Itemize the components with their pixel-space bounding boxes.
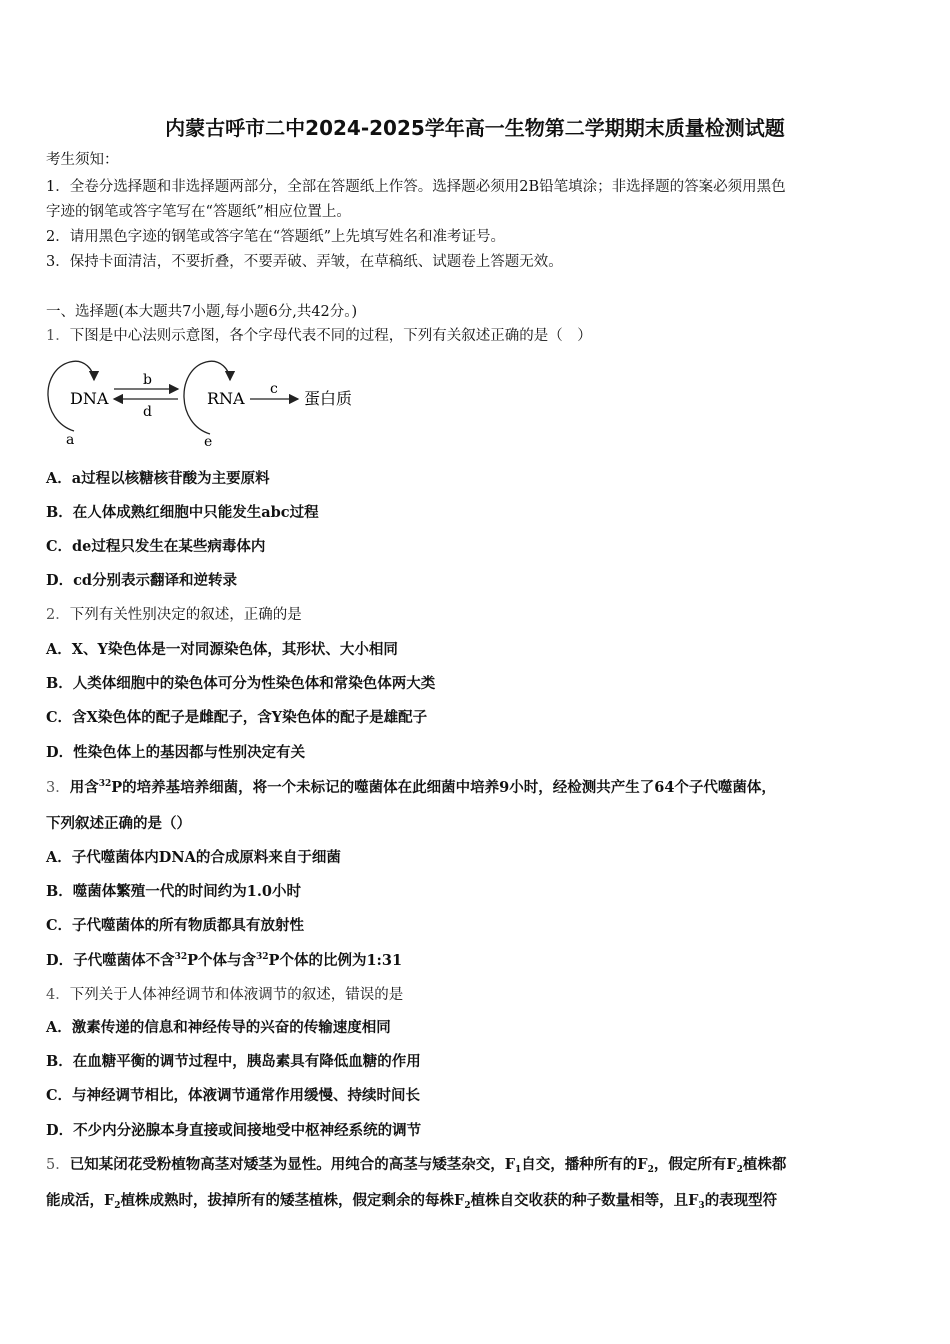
option-text: P个体与含	[187, 952, 257, 969]
q1-option-a: A．a过程以核糖核苷酸为主要原料	[46, 470, 270, 487]
central-dogma-diagram	[44, 358, 374, 450]
isotope-superscript: 32	[98, 779, 112, 789]
notice-heading: 考生须知：	[46, 152, 119, 168]
question-text: 的表现型符	[704, 1192, 778, 1209]
q3-option-a: A．子代噬菌体内DNA的合成原料来自于细菌	[46, 849, 341, 866]
option-text: P个体的比例为1:31	[268, 952, 403, 969]
subscript: 2	[736, 1165, 743, 1175]
section-heading: 一、选择题(本大题共7小题,每小题6分,共42分。)	[46, 304, 358, 320]
subscript: 1	[515, 1165, 522, 1175]
question-3-stem	[46, 778, 906, 798]
notice-item-1: 1．全卷分选择题和非选择题两部分，全部在答题纸上作答。选择题必须用2B铅笔填涂；非选择题的答案必须用黑色	[46, 179, 786, 195]
question-text-pre: 用含	[69, 779, 99, 796]
question-number: 3．	[46, 780, 70, 796]
label-d: d	[143, 404, 152, 420]
question-text: ，假定所有F	[653, 1156, 737, 1173]
question-text: 已知某闭花受粉植物高茎对矮茎为显性。用纯合的高茎与矮茎杂交，F	[69, 1156, 516, 1173]
rna-label: RNA	[207, 389, 245, 408]
question-3-stem-cont: 下列叙述正确的是（）	[46, 815, 191, 832]
question-2-stem	[46, 605, 906, 625]
q1-option-d: D．cd分别表示翻译和逆转录	[46, 572, 238, 589]
q1-option-b: B．在人体成熟红细胞中只能发生abc过程	[46, 504, 319, 521]
option-text: D．子代噬菌体不含	[46, 952, 175, 969]
q2-option-b: B．人类体细胞中的染色体可分为性染色体和常染色体两大类	[46, 675, 436, 692]
question-4-stem	[46, 985, 906, 1005]
q2-option-d: D．性染色体上的基因都与性别决定有关	[46, 744, 306, 761]
question-text: 下列关于人体神经调节和体液调节的叙述，错误的是	[69, 987, 404, 1003]
q2-option-a: A．X、Y染色体是一对同源染色体，其形状、大小相同	[46, 641, 398, 658]
subscript: 3	[698, 1201, 705, 1211]
q4-option-d: D．不少内分泌腺本身直接或间接地受中枢神经系统的调节	[46, 1122, 422, 1139]
label-c: c	[270, 381, 278, 397]
page-title: 内蒙古呼市二中2024-2025学年高一生物第二学期期末质量检测试题	[165, 116, 785, 140]
question-1-stem	[46, 326, 906, 346]
isotope-superscript: 32	[174, 952, 188, 962]
notice-item-1-cont: 字迹的钢笔或答字笔写在“答题纸”相应位置上。	[46, 204, 351, 220]
dna-label: DNA	[70, 389, 109, 408]
label-e: e	[204, 434, 213, 450]
question-text: 植株自交收获的种子数量相等，且F	[470, 1192, 699, 1209]
question-text-post: P的培养基培养细菌，将一个未标记的噬菌体在此细菌中培养9小时，经检测共产生了64个子代噬菌体，	[111, 779, 776, 796]
label-b: b	[143, 372, 152, 388]
q2-option-c: C．含X染色体的配子是雌配子，含Y染色体的配子是雄配子	[46, 709, 428, 726]
q3-option-d	[46, 951, 906, 971]
question-number: 5．	[46, 1157, 70, 1173]
question-number: 2．	[46, 607, 70, 623]
subscript: 2	[647, 1165, 654, 1175]
question-text: 下图是中心法则示意图，各个字母代表不同的过程，下列有关叙述正确的是（ ）	[69, 328, 592, 344]
notice-item-3: 3．保持卡面清洁，不要折叠，不要弄破、弄皱，在草稿纸、试题卷上答题无效。	[46, 254, 563, 270]
q4-option-c: C．与神经调节相比，体液调节通常作用缓慢、持续时间长	[46, 1087, 421, 1104]
question-text: 植株成熟时，拔掉所有的矮茎植株，假定剩余的每株F	[120, 1192, 465, 1209]
q4-option-a: A．激素传递的信息和神经传导的兴奋的传输速度相同	[46, 1019, 391, 1036]
question-text: 下列有关性别决定的叙述，正确的是	[69, 607, 302, 623]
q3-option-c: C．子代噬菌体的所有物质都具有放射性	[46, 917, 305, 934]
notice-item-2: 2．请用黑色字迹的钢笔或答字笔在“答题纸”上先填写姓名和准考证号。	[46, 229, 506, 245]
q4-option-b: B．在血糖平衡的调节过程中，胰岛素具有降低血糖的作用	[46, 1053, 421, 1070]
question-text: 植株都	[742, 1156, 787, 1173]
isotope-superscript: 32	[256, 952, 269, 962]
question-number: 4．	[46, 987, 70, 1003]
subscript: 2	[114, 1201, 121, 1211]
question-number: 1．	[46, 328, 70, 344]
question-5-stem	[46, 1155, 906, 1175]
question-5-stem-cont	[46, 1191, 906, 1211]
protein-label: 蛋白质	[304, 389, 353, 408]
q3-option-b: B．噬菌体繁殖一代的时间约为1.0小时	[46, 883, 301, 900]
q1-option-c: C．de过程只发生在某些病毒体内	[46, 538, 266, 555]
label-a: a	[66, 432, 75, 448]
subscript: 2	[464, 1201, 471, 1211]
question-text: 自交，播种所有的F	[521, 1156, 648, 1173]
question-text: 能成活，F	[46, 1192, 115, 1209]
